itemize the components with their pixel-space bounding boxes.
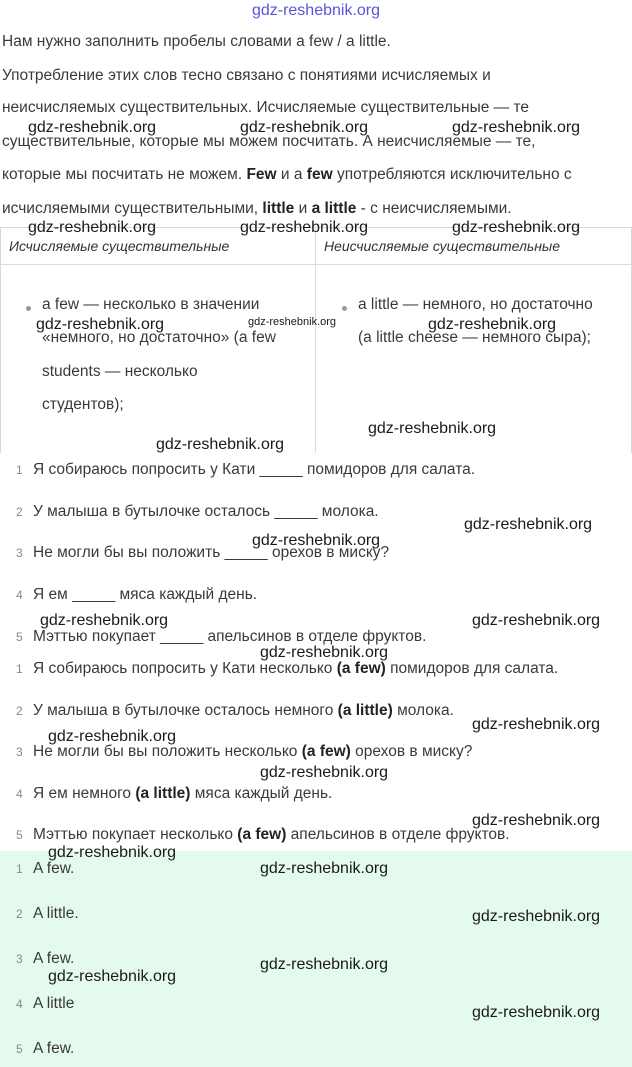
translation-item: 4 Я ем немного (a little) мяса каждый день. <box>16 785 333 802</box>
intro-line-5: которые мы посчитать не можем. Few и a few употребляются исключительно с <box>2 166 572 183</box>
watermark: gdz-reshebnik.org <box>472 908 601 925</box>
watermark: gdz-reshebnik.org <box>28 219 157 236</box>
watermark: gdz-reshebnik.org <box>48 968 177 985</box>
question-item: 3 Не могли бы вы положить _____ орехов в миску? <box>16 544 390 561</box>
question-item: 5 Мэттью покупает _____ апельсинов в отделе фруктов. <box>16 628 427 645</box>
watermark: gdz-reshebnik.org <box>48 728 177 745</box>
table-header-divider <box>1 264 631 265</box>
intro-line-1: Нам нужно заполнить пробелы словами a few / a little. <box>2 33 391 50</box>
question-item: 4 Я ем _____ мяса каждый день. <box>16 586 258 603</box>
answer-item: 3 A few. <box>16 950 75 967</box>
watermark: gdz-reshebnik.org <box>28 119 157 136</box>
countable-line-4: студентов); <box>42 396 124 413</box>
countable-line-3: students — несколько <box>42 363 198 380</box>
watermark: gdz-reshebnik.org <box>472 812 601 829</box>
watermark: gdz-reshebnik.org <box>260 644 389 661</box>
translation-item: 1 Я собираюсь попросить у Кати несколько (a few) помидоров для салата. <box>16 660 559 677</box>
intro-line-6: исчисляемыми существительными, little и a little - с неисчисляемыми. <box>2 200 512 217</box>
watermark: gdz-reshebnik.org <box>464 516 593 533</box>
watermark: gdz-reshebnik.org <box>40 612 169 629</box>
watermark: gdz-reshebnik.org <box>472 716 601 733</box>
answer-item: 5 A few. <box>16 1040 75 1057</box>
answer-item: 2 A little. <box>16 905 79 922</box>
table-divider <box>315 228 316 453</box>
watermark: gdz-reshebnik.org <box>36 316 165 333</box>
intro-line-4: существительные, которые мы можем посчитать. А неисчисляемые — те, <box>2 133 536 150</box>
watermark: gdz-reshebnik.org <box>260 764 389 781</box>
watermark: gdz-reshebnik.org <box>240 119 369 136</box>
translation-item: 3 Не могли бы вы положить несколько (a few) орехов в миску? <box>16 743 473 760</box>
watermark: gdz-reshebnik.org <box>248 316 337 328</box>
countable-line-1: a few — несколько в значении <box>42 296 260 313</box>
intro-line-2: Употребление этих слов тесно связано с понятиями исчисляемых и <box>2 67 491 84</box>
uncountable-line-2: (a little cheese — немного сыра); <box>358 329 591 346</box>
watermark: gdz-reshebnik.org <box>240 219 369 236</box>
watermark: gdz-reshebnik.org <box>48 844 177 861</box>
bullet-dot <box>342 306 347 311</box>
countable-line-2: «немного, но достаточно» (a few <box>42 329 276 346</box>
bullet-dot <box>26 306 31 311</box>
translation-item: 2 У малыша в бутылочке осталось немного (a little) молока. <box>16 702 454 719</box>
translation-item: 5 Мэттью покупает несколько (a few) апельсинов в отделе фруктов. <box>16 826 510 843</box>
watermark: gdz-reshebnik.org <box>252 532 381 549</box>
table-header-uncountable: Неисчисляемые существительные <box>324 238 561 254</box>
site-title[interactable]: gdz-reshebnik.org <box>251 2 381 19</box>
watermark: gdz-reshebnik.org <box>452 119 581 136</box>
watermark: gdz-reshebnik.org <box>156 436 285 453</box>
nouns-table <box>0 227 632 453</box>
intro-line-3: неисчисляемых существительных. Исчисляемые существительные — те <box>2 99 530 116</box>
answer-item: 1 A few. <box>16 860 75 877</box>
watermark: gdz-reshebnik.org <box>260 956 389 973</box>
answer-item: 4 A little <box>16 995 75 1012</box>
question-item: 1 Я собираюсь попросить у Кати _____ помидоров для салата. <box>16 461 476 478</box>
watermark: gdz-reshebnik.org <box>472 1004 601 1021</box>
question-item: 2 У малыша в бутылочке осталось _____ молока. <box>16 503 379 520</box>
watermark: gdz-reshebnik.org <box>472 612 601 629</box>
watermark: gdz-reshebnik.org <box>452 219 581 236</box>
uncountable-line-1: a little — немного, но достаточно <box>358 296 593 313</box>
watermark: gdz-reshebnik.org <box>428 316 557 333</box>
watermark: gdz-reshebnik.org <box>368 420 497 437</box>
table-header-countable: Исчисляемые существительные <box>9 238 230 254</box>
watermark: gdz-reshebnik.org <box>260 860 389 877</box>
